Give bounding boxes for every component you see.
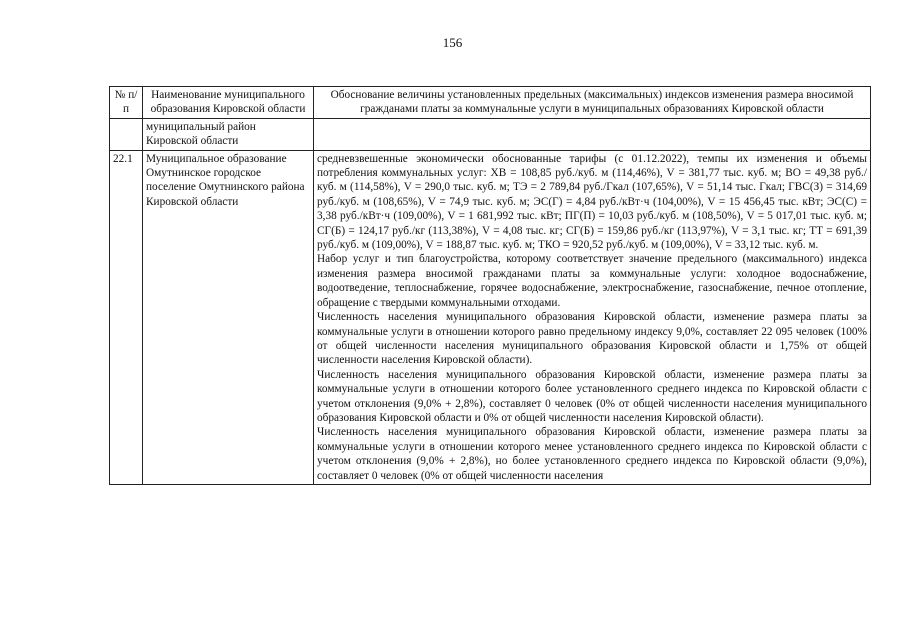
tariff-table <box>109 86 871 485</box>
table-header-row <box>110 87 871 119</box>
population-below-index-paragraph: Численность населения муниципального образования Кировской области, изменение размера платы за коммунальные услуги в отношении которого менее установленного среднего индекса по Кировской области с учетом отклонения (9,0% + 2,8%), но более установленного среднего индекса по Кировской области (9,0%), составляет 0 человек (0% от общей численности населения <box>317 426 867 482</box>
continuation-basis-cell <box>314 118 871 150</box>
population-above-index-paragraph: Численность населения муниципального образования Кировской области, изменение размера платы за коммунальные услуги в отношении которого более установленного среднего индекса по Кировской области с учетом отклонения (9,0% + 2,8%), составляет 0 человек (0% от общей численности населения муниципального образования Кировской области и 0% от общей численности населения Кировской области). <box>317 368 867 424</box>
continuation-number-cell <box>110 118 143 150</box>
population-equal-index-paragraph: Численность населения муниципального образования Кировской области, изменение размера платы за коммунальные услуги в отношении которого равно предельному индексу 9,0%, составляет 22 095 человек (100% от общей численности населения муниципального образования Кировской области и 1,75% от общей численности населения Кировской области). <box>317 311 867 367</box>
row-justification-cell <box>314 150 871 484</box>
row-name-cell: Муниципальное образование Омутнинское городское поселение Омутнинского района Кировской области <box>143 150 314 484</box>
services-set-paragraph: Набор услуг и тип благоустройства, которому соответствует значение предельного (максимального) индекса изменения размера вносимой гражданами платы за коммунальные услуги: холодное водоснабжение, водоотведение, теплоснабжение, горячее водоснабжение, электроснабжение, газоснабжение, печное отопление, обращение с твердыми коммунальными отходами. <box>317 253 867 309</box>
continuation-name-cell: муниципальный район Кировской области <box>143 118 314 150</box>
table-row-continuation <box>110 118 871 150</box>
page-number: 156 <box>442 35 463 50</box>
header-justification: Обоснование величины установленных предельных (максимальных) индексов изменения размера вносимой гражданами платы за коммунальные услуги в муниципальных образованиях Кировской области <box>314 87 871 119</box>
header-municipality-name: Наименование муниципального образования Кировской области <box>143 87 314 119</box>
row-number-cell: 22.1 <box>110 150 143 484</box>
tariffs-paragraph: средневзвешенные экономически обоснованные тарифы (с 01.12.2022), темпы их изменения и объемы потребления коммунальных услуг: ХВ = 108,85 руб./куб. м (114,46%), V = 381,77 тыс. куб. м; ВО = 49,38 руб./куб. м (114,58%), V = 290,0 тыс. куб. м; ТЭ = 2 789,84 руб./Гкал (107,65%), V = 51,14 тыс. Гкал; ГВС(З) = 314,69 руб./куб. м (108,65%), V = 74,9 тыс. куб. м; ЭС(Г) = 4,84 руб./кВт·ч (104,00%), V = 15 456,45 тыс. кВт; ЭС(С) = 3,38 руб./кВт·ч (109,00%), V = 1 681,992 тыс. кВт; ПГ(П) = 10,03 руб./куб. м (108,50%), V = 5 017,01 тыс. куб. м; СГ(Б) = 124,17 руб./кг (113,38%), V = 4,08 тыс. кг; СГ(Б) = 159,86 руб./кг (113,97%), V = 3,1 тыс. кг; ТТ = 691,39 руб./куб. м (109,00%), V = 188,87 тыс. куб. м; ТКО = 920,52 руб./куб. м (109,00%), V = 33,12 тыс. куб. м. <box>317 152 867 252</box>
header-number: № п/п <box>110 87 143 119</box>
table-row <box>110 150 871 484</box>
